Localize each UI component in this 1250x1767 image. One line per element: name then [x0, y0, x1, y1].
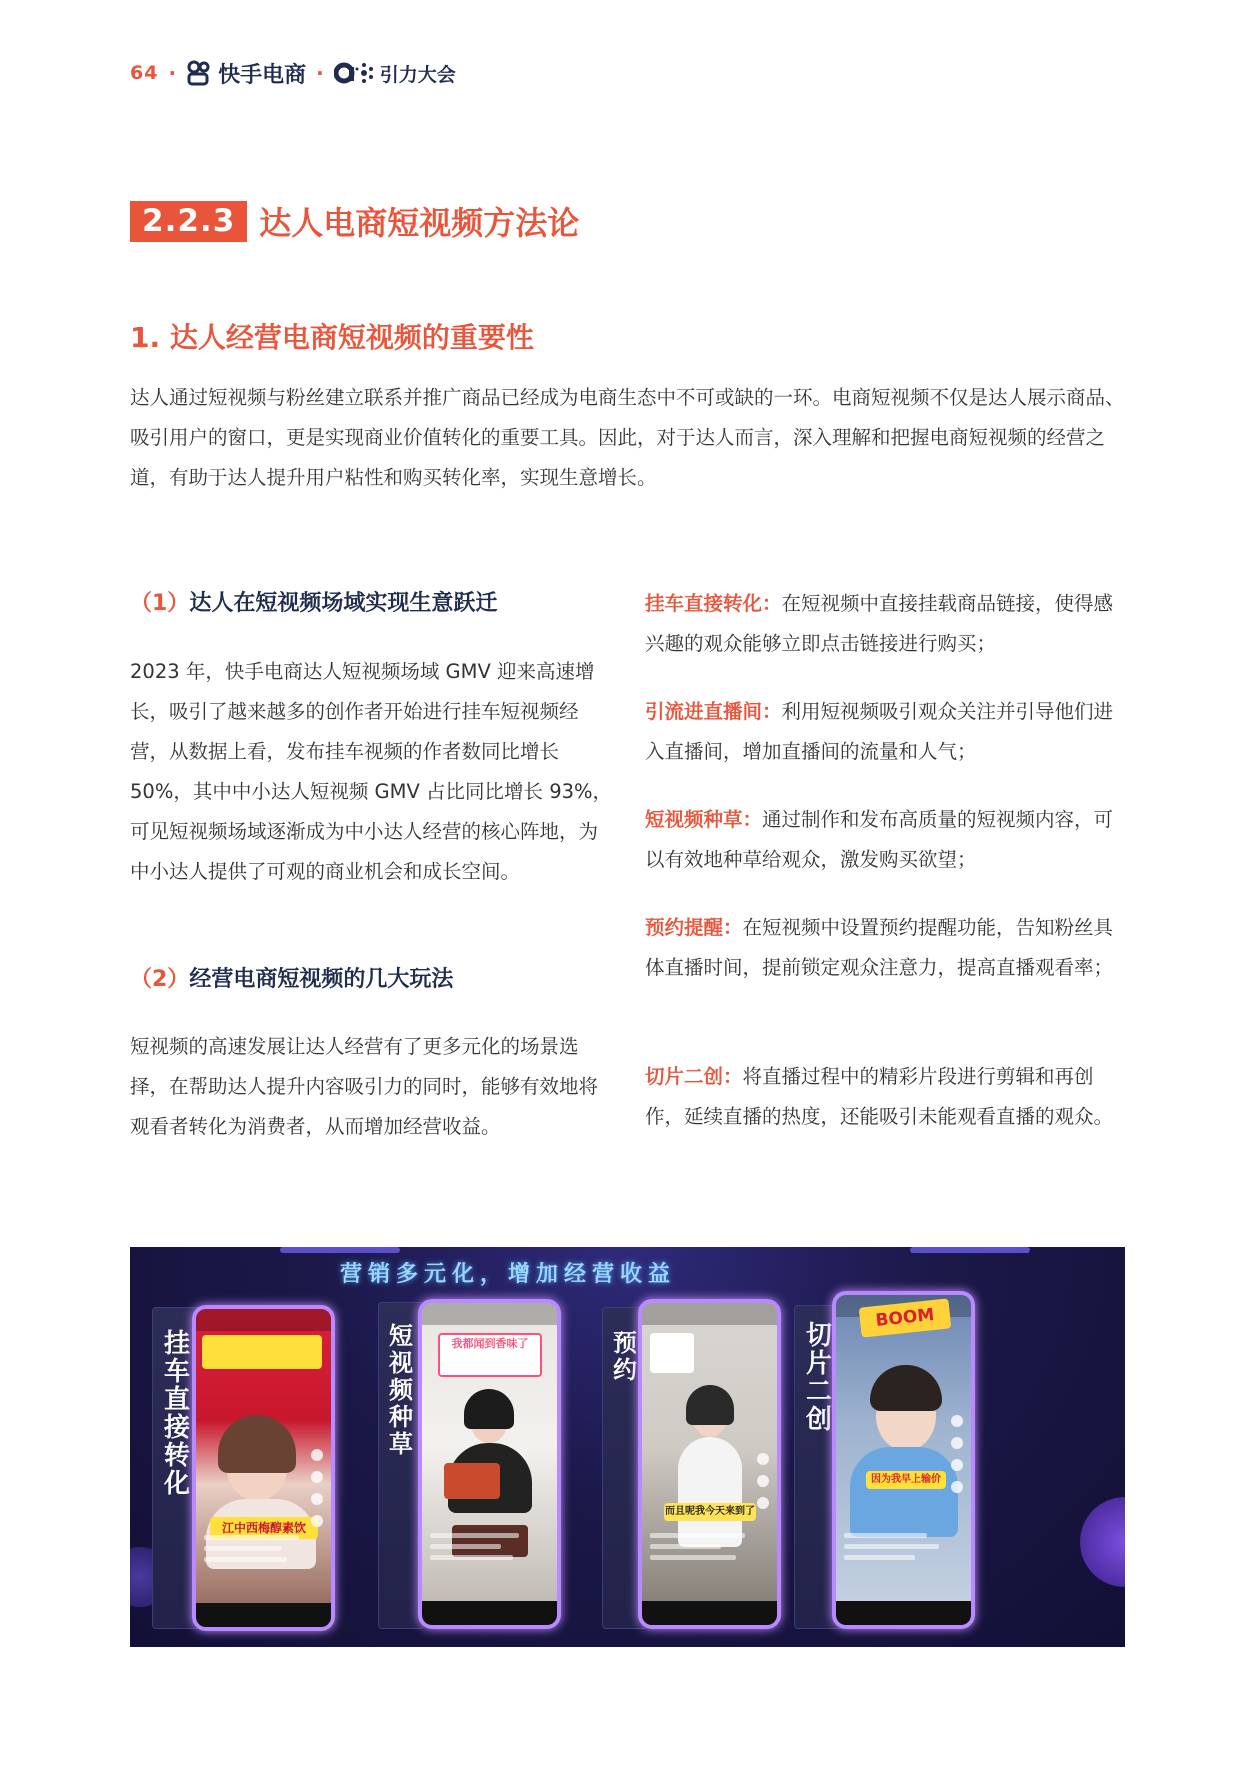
decor-orb [1080, 1497, 1125, 1587]
method-text: 在短视频中直接挂载商品链接，使得感兴趣的观众能够立即点击链接进行购买； [645, 592, 1114, 655]
caption-lines [650, 1533, 769, 1585]
kuaishou-logo-icon [186, 60, 212, 86]
method-text: 通过制作和发布高质量的短视频内容，可以有效地种草给观众，激发购买欲望； [645, 808, 1114, 871]
person-body [850, 1447, 958, 1537]
person-body [678, 1437, 742, 1547]
left-para1: 2023 年，快手电商达人短视频场域 GMV 迎来高速增长，吸引了越来越多的创作者开始进行挂车短视频经营，从数据上看，发布挂车视频的作者数同比增长 50%，其中中小达人短视频 GMV 占比同比增长 93%，可见短视频场域逐渐成为中小达人经营的核心阵地，为中小达人提供了可观的商业机会和成长空间。 [130, 660, 613, 883]
method-text: 利用短视频吸引观众关注并引导他们进入直播间，增加直播间的流量和人气； [645, 700, 1114, 763]
status-bar [422, 1303, 557, 1325]
method-text: 将直播过程中的精彩片段进行剪辑和再创作，延续直播的热度，还能吸引未能观看直播的观众。 [645, 1065, 1114, 1128]
sub2-title: 经营电商短视频的几大玩法 [189, 967, 454, 992]
marketing-banner [130, 1247, 1125, 1647]
person-hair [870, 1365, 942, 1411]
comment-bar [642, 1601, 777, 1625]
side-action-icons [757, 1453, 771, 1519]
subtitle-sticker: 因为我早上输价 [866, 1471, 946, 1489]
brand-name: 快手电商 [218, 62, 307, 88]
sub1-number: （1） [130, 591, 190, 616]
kuaishou-brand [186, 58, 306, 89]
method-item [645, 800, 1125, 880]
speech-sticker: 我都闻到香味了 [438, 1333, 542, 1377]
label-zhongcao: 短视频种草 [389, 1322, 413, 1458]
method-item [645, 908, 1125, 988]
section-title: 达人电商短视频方法论 [259, 204, 580, 242]
boom-sticker: BOOM [859, 1298, 952, 1337]
label-yuyue: 预约 [613, 1329, 637, 1384]
person-hair [464, 1389, 514, 1429]
side-action-icons [311, 1449, 325, 1537]
method-text: 在短视频中设置预约提醒功能，告知粉丝具体直播时间，提前锁定观众注意力，提高直播观看率； [645, 916, 1114, 979]
method-item [645, 584, 1125, 664]
page-number: 64 [130, 62, 159, 84]
person-hair [686, 1385, 734, 1425]
event-logo-icon [334, 61, 374, 85]
reminder-card [650, 1333, 694, 1373]
page-header [130, 58, 456, 88]
label-qiepian: 切片二创 [806, 1321, 833, 1435]
comment-bar [196, 1603, 331, 1627]
phone-screenshot [192, 1305, 335, 1631]
decor-bar [910, 1247, 1030, 1253]
caption-lines [430, 1533, 549, 1585]
subtitle-sticker: 而且呢我今天来到了 [664, 1503, 756, 1521]
method-keyword: 引流进直播间： [645, 700, 782, 723]
label-hangche: 挂车直接转化 [164, 1329, 191, 1499]
person-hair [218, 1415, 296, 1473]
status-bar [642, 1303, 777, 1325]
status-bar [196, 1309, 331, 1331]
phone-screenshot [638, 1299, 781, 1629]
method-keyword: 短视频种草： [645, 808, 763, 831]
live-banner-sticker [202, 1335, 322, 1369]
phone-screenshot [832, 1291, 975, 1629]
method-keyword: 挂车直接转化： [645, 592, 782, 615]
method-item [645, 692, 1125, 772]
comment-bar [836, 1601, 971, 1625]
caption-lines [844, 1533, 963, 1585]
method-keyword: 切片二创： [645, 1065, 743, 1088]
decor-bar [280, 1247, 400, 1253]
event-brand [334, 60, 456, 87]
section-number: 2.2.3 [130, 201, 247, 242]
event-name: 引力大会 [379, 63, 456, 86]
left-sub1-heading [130, 584, 613, 624]
left-sub2-heading [130, 960, 613, 1000]
separator: · [316, 61, 324, 85]
banner-title: 营销多元化，增加经营收益 [340, 1262, 677, 1287]
phone-screenshot [418, 1299, 561, 1629]
method-keyword: 预约提醒： [645, 916, 743, 939]
intro-paragraph: 达人通过短视频与粉丝建立联系并推广商品已经成为电商生态中不可或缺的一环。电商短视频不仅是达人展示商品、吸引用户的窗口，更是实现商业价值转化的重要工具。因此，对于达人而言，深入理解和把握电商短视频的经营之道，有助于达人提升用户粘性和购买转化率，实现生意增长。 [130, 386, 1125, 489]
separator: · [168, 61, 177, 85]
product-sticker: 江中西梅醇素饮 [210, 1517, 318, 1539]
section-heading [130, 198, 579, 244]
pizza-box [444, 1463, 500, 1499]
left-para2: 短视频的高速发展让达人经营有了更多元化的场景选择，在帮助达人提升内容吸引力的同时，能够有效地将观看者转化为消费者，从而增加经营收益。 [130, 1035, 599, 1138]
subsection-heading: 1. 达人经营电商短视频的重要性 [130, 321, 534, 354]
side-action-icons [951, 1415, 965, 1503]
sub2-number: （2） [130, 967, 190, 992]
caption-lines [204, 1535, 323, 1587]
method-item [645, 1057, 1125, 1137]
sub1-title: 达人在短视频场域实现生意跃迁 [189, 591, 498, 616]
comment-bar [422, 1601, 557, 1625]
